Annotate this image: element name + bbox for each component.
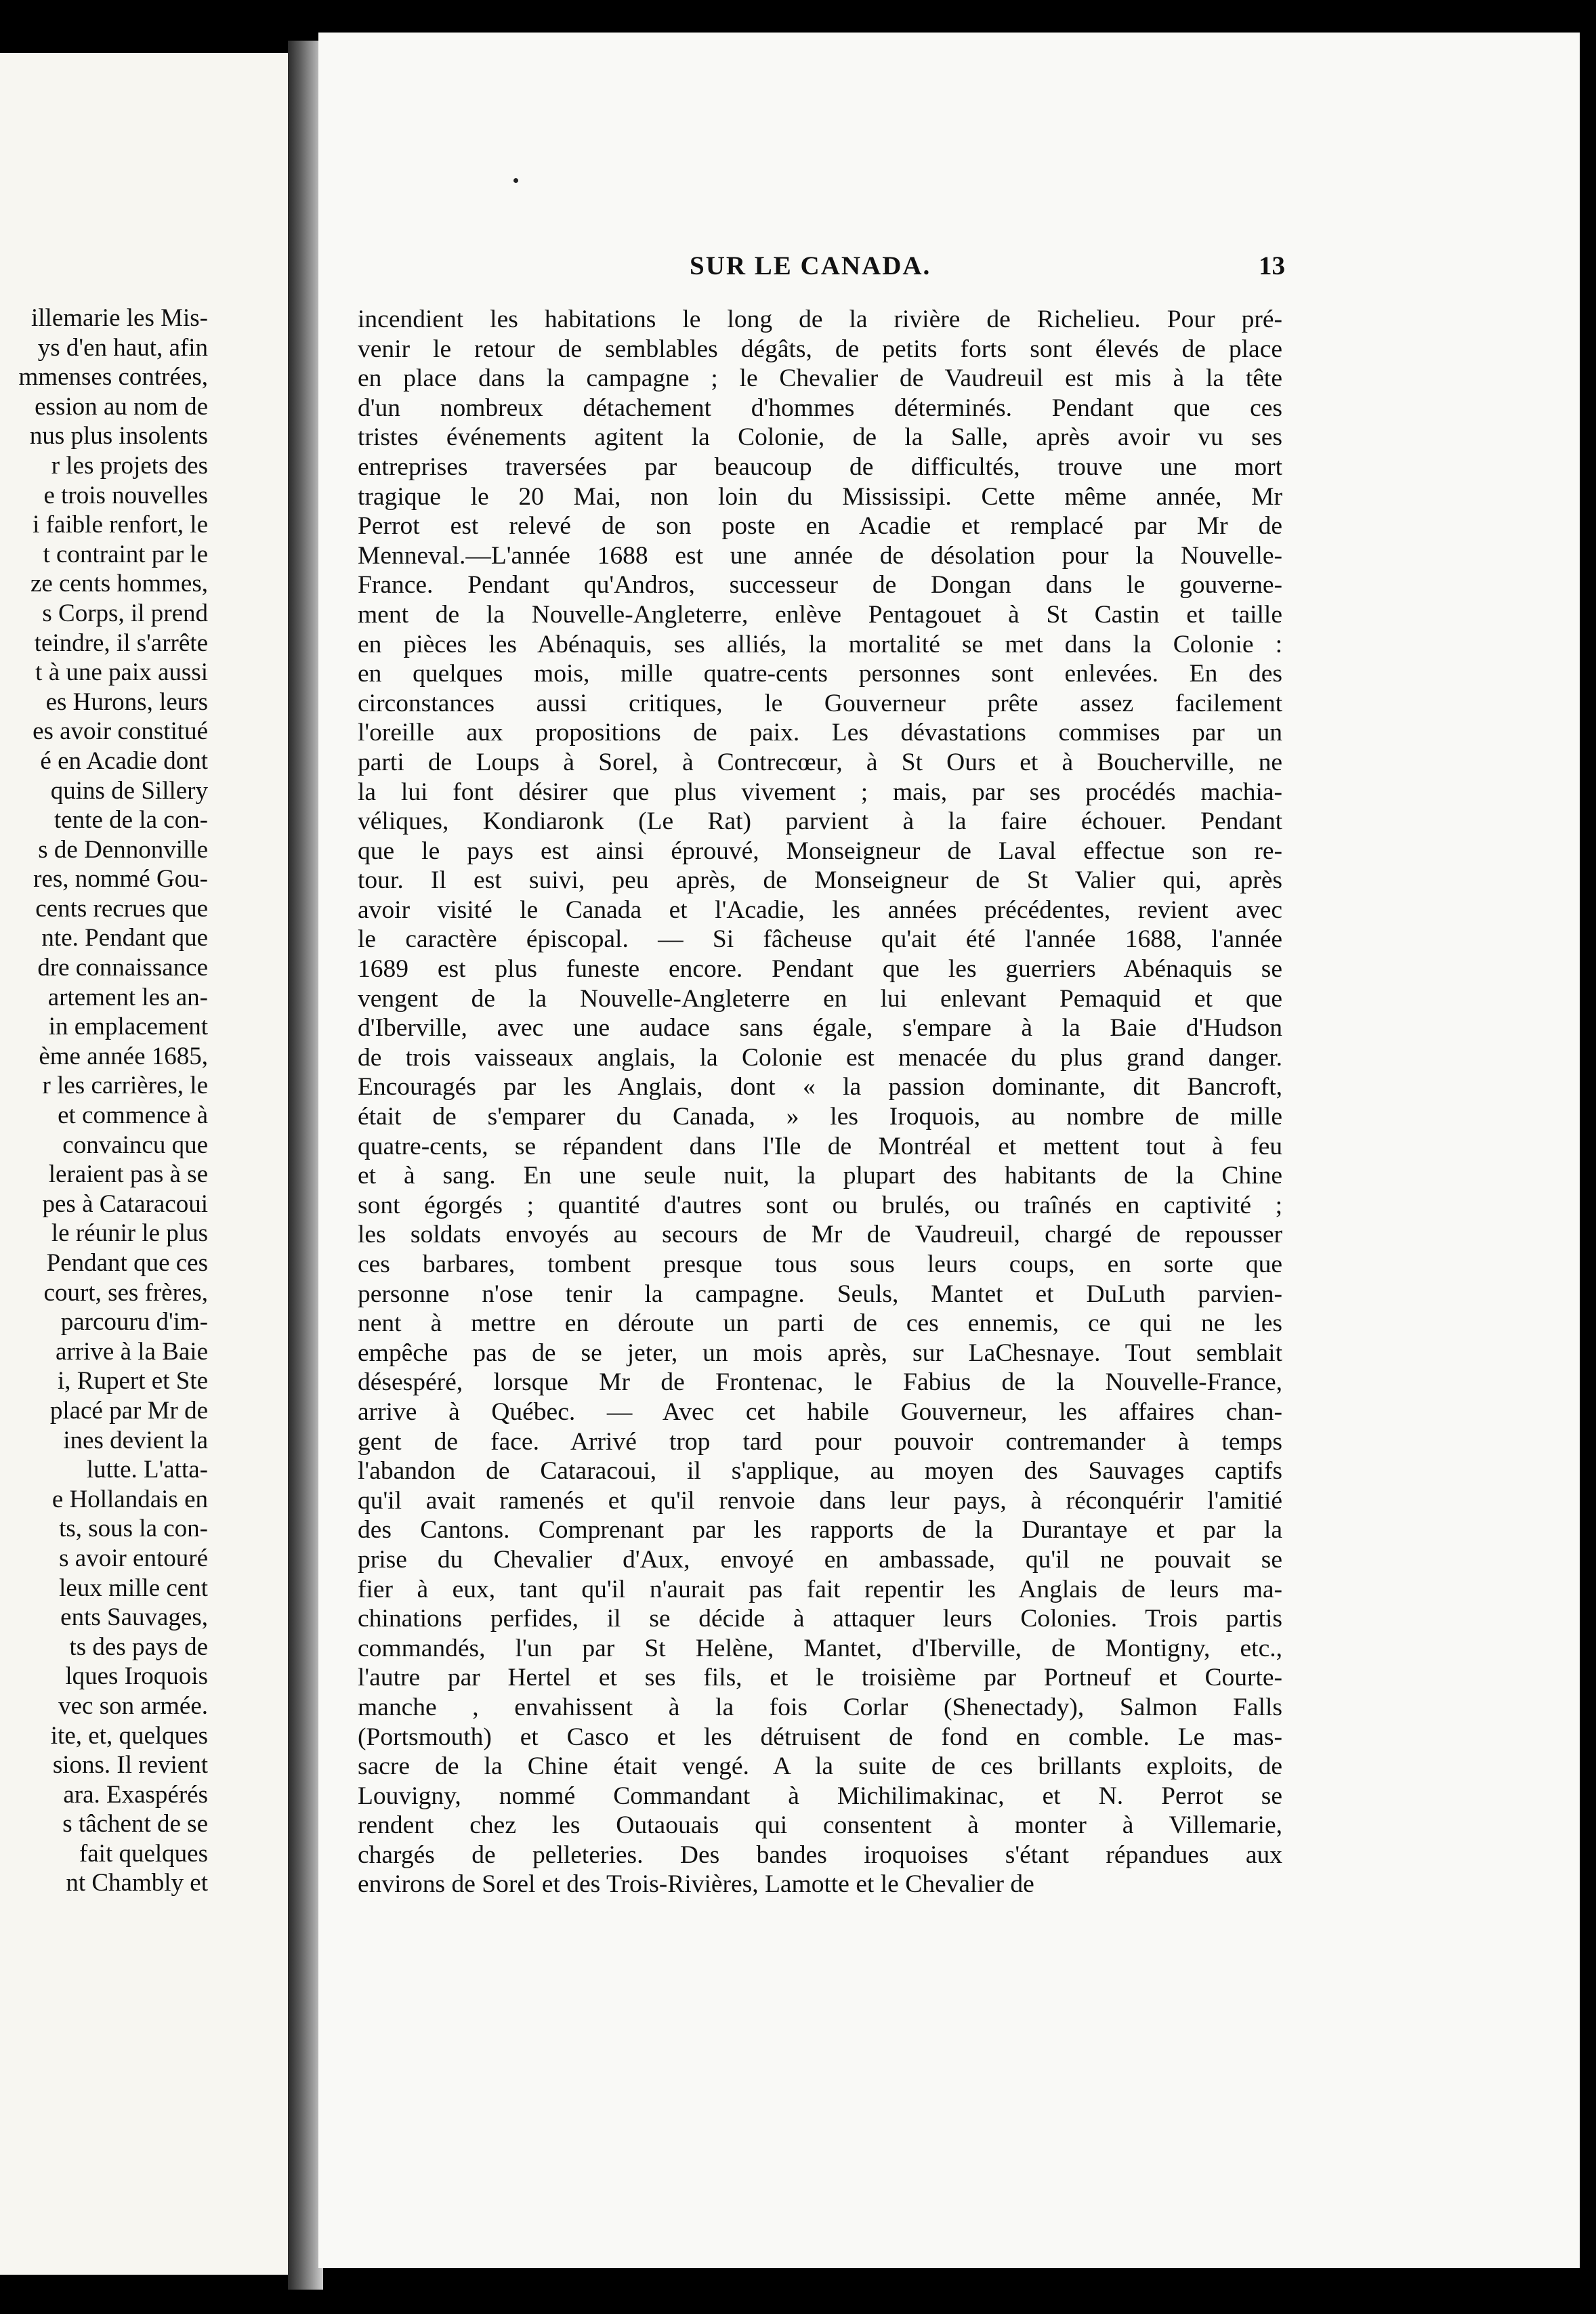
text-line: placé par Mr de <box>49 1396 208 1425</box>
text-line: circonstances aussi critiques, le Gouverneur prête assez facilement <box>358 689 1282 717</box>
text-line: gent de face. Arrivé trop tard pour pouvoir contremander à temps <box>358 1427 1282 1456</box>
text-line: chinations perfides, il se décide à attaquer leurs Colonies. Trois partis <box>358 1605 1282 1633</box>
text-line: l'oreille aux propositions de paix. Les dévastations commises par un <box>358 719 1282 747</box>
text-line: ts, sous la con- <box>59 1515 208 1543</box>
text-line: s tâchent de se <box>62 1810 208 1838</box>
right-page <box>318 33 1580 2268</box>
text-line: s avoir entouré <box>59 1544 208 1572</box>
text-line: es avoir constitué <box>33 717 208 746</box>
text-line: rendent chez les Outaouais qui consentent à monter à Villemarie, <box>358 1811 1282 1840</box>
text-line: que le pays est ainsi éprouvé, Monseigneur de Laval effectue son re- <box>358 837 1282 865</box>
text-line: en pièces les Abénaquis, ses alliés, la mortalité se met dans la Colonie : <box>358 630 1282 658</box>
text-line: pes à Cataracoui <box>42 1190 208 1218</box>
text-line: dre connaissance <box>37 954 208 982</box>
text-line: Pendant que ces <box>46 1249 208 1277</box>
text-line: ents Sauvages, <box>60 1603 208 1632</box>
text-line: nte. Pendant que <box>41 924 208 952</box>
text-line: chargés de pelleteries. Des bandes iroquoises s'étant répandues aux <box>358 1840 1282 1869</box>
text-line: t contraint par le <box>43 540 208 568</box>
text-line: sont égorgés ; quantité d'autres sont ou brulés, ou traînés en captivité ; <box>358 1191 1282 1219</box>
left-page-text <box>19 303 208 1898</box>
text-line: Menneval.—L'année 1688 est une année de désolation pour la Nouvelle- <box>358 541 1282 570</box>
text-line: parcouru d'im- <box>60 1308 208 1337</box>
text-line: (Portsmouth) et Casco et les détruisent de fond en comble. Le mas- <box>358 1723 1282 1751</box>
body-text <box>358 305 1282 1899</box>
text-line: d'Iberville, avec une audace sans égale, s'empare à la Baie d'Hudson <box>358 1014 1282 1043</box>
text-line: personne n'ose tenir la campagne. Seuls, Mantet et DuLuth parvien- <box>358 1280 1282 1308</box>
text-line: venir le retour de semblables dégâts, de petits forts sont élevés de place <box>358 335 1282 363</box>
text-line: res, nommé Gou- <box>33 865 208 893</box>
text-line: ze cents hommes, <box>30 570 208 598</box>
text-line: Louvigny, nommé Commandant à Michilimakinac, et N. Perrot se <box>358 1782 1282 1810</box>
text-line: e trois nouvelles <box>43 481 208 509</box>
text-line: parti de Loups à Sorel, à Contrecœur, à St Ours et à Boucherville, ne <box>358 748 1282 776</box>
text-line: Encouragés par les Anglais, dont « la passion dominante, dit Bancroft, <box>358 1073 1282 1101</box>
text-line: d'un nombreux détachement d'hommes déterminés. Pendant que ces <box>358 394 1282 422</box>
text-line: tristes événements agitent la Colonie, de la Salle, après avoir vu ses <box>358 423 1282 452</box>
text-line: vec son armée. <box>58 1691 208 1720</box>
text-line: l'abandon de Cataracoui, il s'applique, au moyen des Sauvages captifs <box>358 1457 1282 1486</box>
text-line: avoir visité le Canada et l'Acadie, les années précédentes, revient avec <box>358 896 1282 924</box>
text-line: ème année 1685, <box>39 1042 208 1070</box>
running-head: SUR LE CANADA. <box>690 251 931 280</box>
text-line: ts des pays de <box>69 1633 208 1661</box>
text-line: s Corps, il prend <box>42 599 208 627</box>
text-line: fier à eux, tant qu'il n'aurait pas fait repentir les Anglais de leurs ma- <box>358 1575 1282 1603</box>
text-line: mmenses contrées, <box>18 363 208 392</box>
text-line: France. Pendant qu'Andros, successeur de Dongan dans le gouverne- <box>358 571 1282 599</box>
ink-speck <box>513 178 518 183</box>
text-line: de trois vaisseaux anglais, la Colonie est menacée du plus grand danger. <box>358 1043 1282 1072</box>
text-line: leux mille cent <box>59 1574 208 1602</box>
text-line: arrive à Québec. — Avec cet habile Gouverneur, les affaires chan- <box>358 1397 1282 1426</box>
text-line: empêche pas de se jeter, un mois après, sur LaChesnaye. Tout semblait <box>358 1339 1282 1367</box>
text-line: sacre de la Chine était vengé. A la suite de ces brillants exploits, de <box>358 1752 1282 1781</box>
text-line: i, Rupert et Ste <box>58 1367 208 1395</box>
text-line: était de s'emparer du Canada, » les Iroquois, au nombre de mille <box>358 1103 1282 1131</box>
text-line: nus plus insolents <box>29 422 208 450</box>
text-line: in emplacement <box>48 1013 208 1041</box>
text-line: en place dans la campagne ; le Chevalier de Vaudreuil est mis à la tête <box>358 364 1282 393</box>
text-line: véliques, Kondiaronk (Le Rat) parvient à la faire échouer. Pendant <box>358 807 1282 836</box>
text-line: manche , envahissent à la fois Corlar (Shenectady), Salmon Falls <box>358 1693 1282 1721</box>
text-line: cents recrues que <box>35 894 208 923</box>
text-line: et commence à <box>58 1101 208 1130</box>
text-line: Perrot est relevé de son poste en Acadie et remplacé par Mr de <box>358 512 1282 541</box>
text-line: illemarie les Mis- <box>31 304 208 332</box>
text-line: r les carrières, le <box>42 1072 208 1100</box>
text-line: sions. Il revient <box>52 1751 208 1780</box>
text-line: artement les an- <box>47 983 208 1011</box>
text-line: ces barbares, tombent presque tous sous leurs coups, en sorte que <box>358 1250 1282 1278</box>
text-line: quatre-cents, se répandent dans l'Ile de Montréal et mettent tout à feu <box>358 1132 1282 1160</box>
text-line: teindre, il s'arrête <box>34 629 208 657</box>
text-line: arrive à la Baie <box>56 1337 208 1366</box>
left-page-fragment <box>0 53 288 2275</box>
text-line: lutte. L'atta- <box>86 1456 208 1484</box>
text-line: tragique le 20 Mai, non loin du Mississipi. Cette même année, Mr <box>358 482 1282 511</box>
text-line: é en Acadie dont <box>40 746 208 775</box>
text-line: environs de Sorel et des Trois-Rivières, Lamotte et le Chevalier de <box>358 1870 1034 1899</box>
text-line: nt Chambly et <box>66 1869 208 1897</box>
text-line: la lui font désirer que plus vivement ; mais, par ses procédés machia- <box>358 778 1282 806</box>
text-line: incendient les habitations le long de la rivière de Richelieu. Pour pré- <box>358 306 1282 333</box>
text-line: ment de la Nouvelle-Angleterre, enlève Pentagouet à St Castin et taille <box>358 600 1282 629</box>
page-number: 13 <box>1259 251 1285 280</box>
text-line: l'autre par Hertel et ses fils, et le troisième par Portneuf et Courte- <box>358 1664 1282 1692</box>
text-line: et à sang. En une seule nuit, la plupart des habitants de la Chine <box>358 1162 1282 1190</box>
text-line: commandés, l'un par St Helène, Mantet, d'Iberville, de Montigny, etc., <box>358 1634 1282 1662</box>
page-header <box>318 251 1580 291</box>
text-line: les soldats envoyés au secours de Mr de Vaudreuil, chargé de repousser <box>358 1221 1282 1249</box>
text-line: le caractère épiscopal. — Si fâcheuse qu'ait été l'année 1688, l'année <box>358 925 1282 954</box>
text-line: tente de la con- <box>54 806 208 835</box>
text-line: tour. Il est suivi, peu après, de Monseigneur de St Valier qui, après <box>358 866 1282 895</box>
text-line: qu'il avait ramenés et qu'il renvoie dans leur pays, à réconquérir l'amitié <box>358 1486 1282 1515</box>
text-line: e Hollandais en <box>51 1485 208 1513</box>
text-line: leraient pas à se <box>48 1160 208 1189</box>
text-line: convaincu que <box>62 1131 208 1159</box>
text-line: des Cantons. Comprenant par les rapports de la Durantaye et par la <box>358 1516 1282 1544</box>
text-line: vengent de la Nouvelle-Angleterre en lui enlevant Pemaquid et que <box>358 984 1282 1013</box>
text-line: i faible renfort, le <box>33 511 208 539</box>
text-line: es Hurons, leurs <box>45 688 208 716</box>
text-line: t à une paix aussi <box>35 658 208 687</box>
text-line: ys d'en haut, afin <box>37 333 208 362</box>
text-line: désespéré, lorsque Mr de Frontenac, le Fabius de la Nouvelle-France, <box>358 1368 1282 1397</box>
text-line: le réunir le plus <box>51 1219 208 1248</box>
text-line: quins de Sillery <box>50 776 208 805</box>
text-line: s de Dennonville <box>38 835 208 864</box>
text-line: ara. Exaspérés <box>63 1780 208 1809</box>
text-line: lques Iroquois <box>65 1662 208 1691</box>
text-line: ession au nom de <box>35 392 208 421</box>
text-line: entreprises traversées par beaucoup de difficultés, trouve une mort <box>358 453 1282 481</box>
text-line: prise du Chevalier d'Aux, envoyé en ambassade, qu'il ne pouvait se <box>358 1545 1282 1574</box>
text-line: fait quelques <box>79 1839 208 1868</box>
text-line: ines devient la <box>63 1426 208 1454</box>
text-line: en quelques mois, mille quatre-cents personnes sont enlevées. En des <box>358 660 1282 688</box>
text-line: 1689 est plus funeste encore. Pendant que les guerriers Abénaquis se <box>358 955 1282 984</box>
text-line: r les projets des <box>51 451 208 480</box>
text-line: nent à mettre en déroute un parti de ces ennemis, ce qui ne les <box>358 1309 1282 1338</box>
text-line: court, ses frères, <box>43 1278 208 1307</box>
text-line: ite, et, quelques <box>50 1721 208 1750</box>
